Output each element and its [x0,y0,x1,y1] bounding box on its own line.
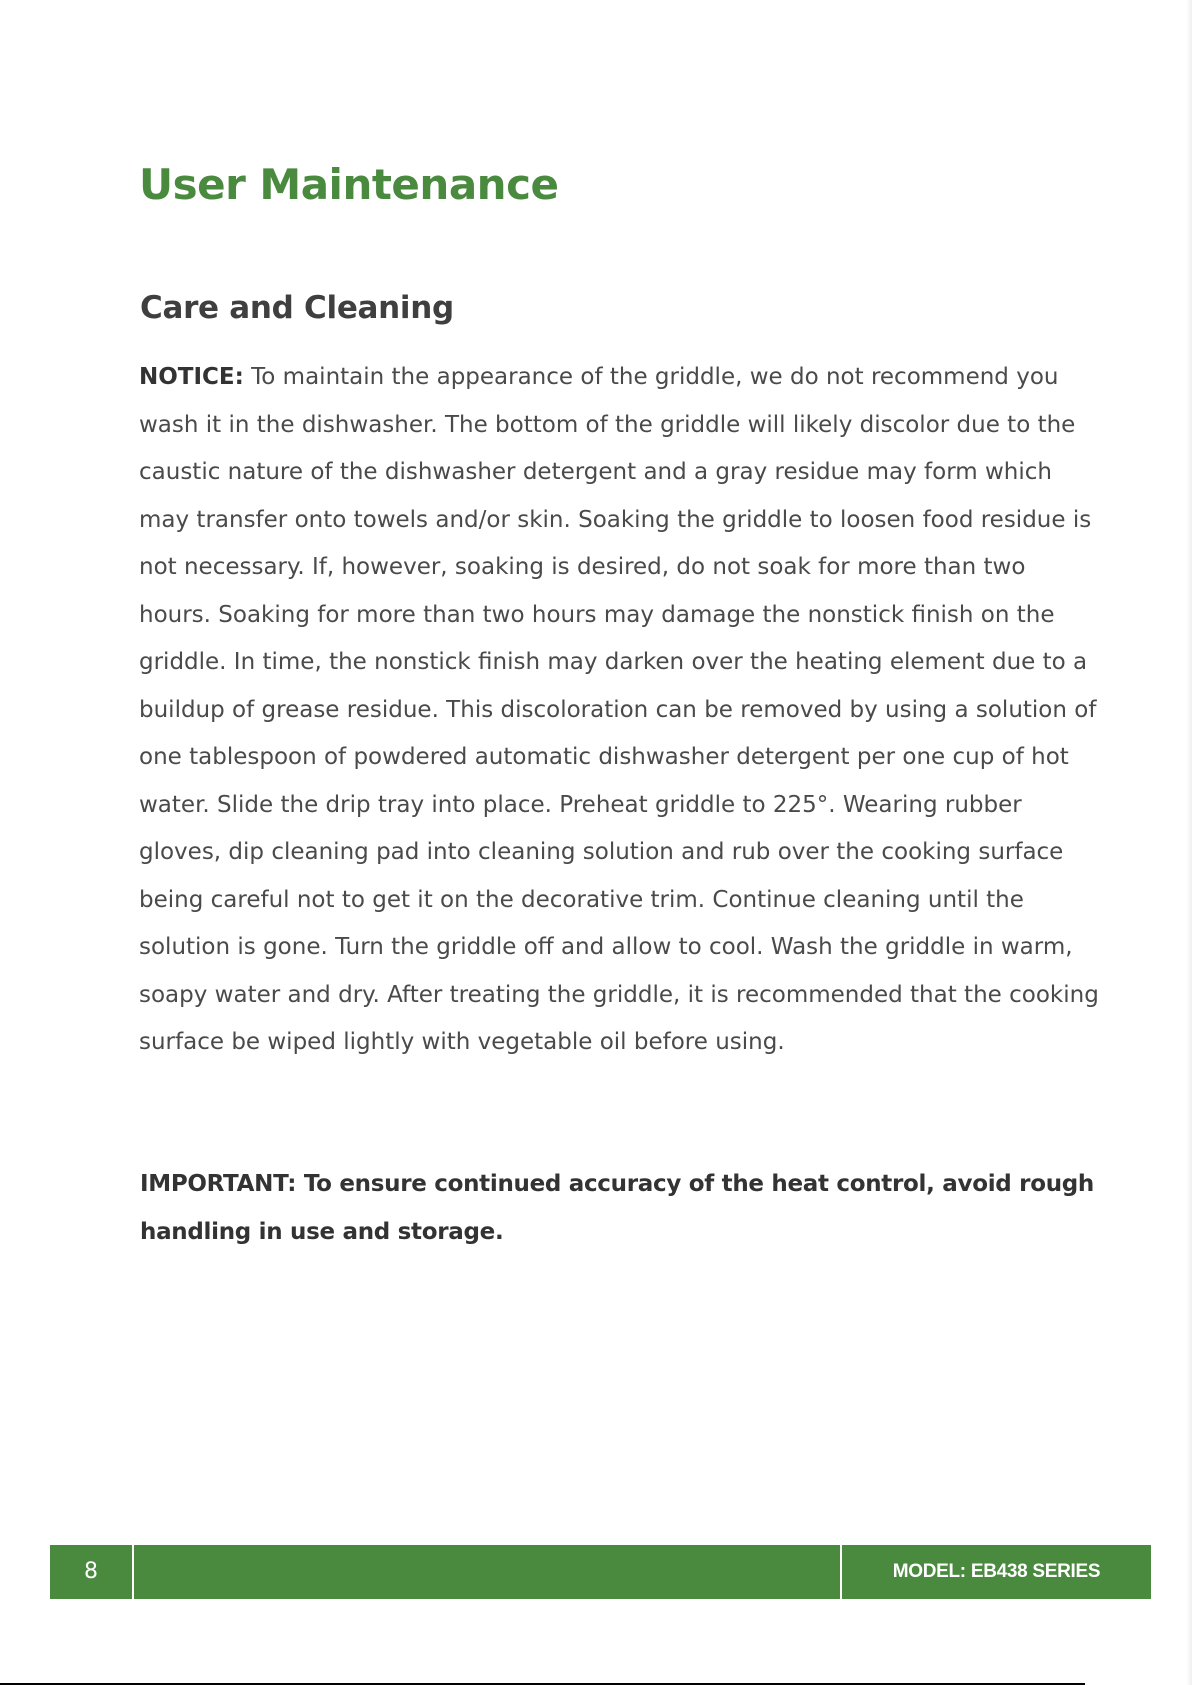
important-note: IMPORTANT: To ensure continued accuracy of the heat control, avoid rough handling in use and storage. [140,1171,1095,1245]
page-edge-shadow [1186,0,1192,1685]
section-heading: Care and Cleaning [140,290,454,326]
notice-paragraph [139,354,1099,1067]
notice-body: To maintain the appearance of the griddle, we do not recommend you wash it in the dishwasher. The bottom of the griddle will likely discolor due to the caustic nature of the dishwasher detergent and a gray residue may form which may transfer onto towels and/or skin. Soaking the griddle to loosen food residue is not necessary. If, however, soaking is desired, do not soak for more than two hours. Soaking for more than two hours may damage the nonstick finish on the griddle. In time, the nonstick finish may darken over the heating element due to a buildup of grease residue. This discoloration can be removed by using a solution of one tablespoon of powdered automatic dishwasher detergent per one cup of hot water. Slide the drip tray into place. Preheat griddle to 225°. Wearing rubber gloves, dip cleaning pad into cleaning solution and rub over the cooking surface being careful not to get it on the decorative trim. Continue cleaning until the solution is gone. Turn the griddle off and allow to cool. Wash the griddle in warm, soapy water and dry. After treating the griddle, it is recommended that the cooking surface be wiped lightly with vegetable oil before using. [139,364,1099,1055]
page-title: User Maintenance [139,160,559,209]
footer-divider-left [132,1545,134,1599]
model-label: MODEL: EB438 SERIES [892,1561,1101,1582]
footer-bar [50,1545,1151,1599]
notice-label: NOTICE: [139,364,244,390]
page-number: 8 [84,1559,98,1584]
